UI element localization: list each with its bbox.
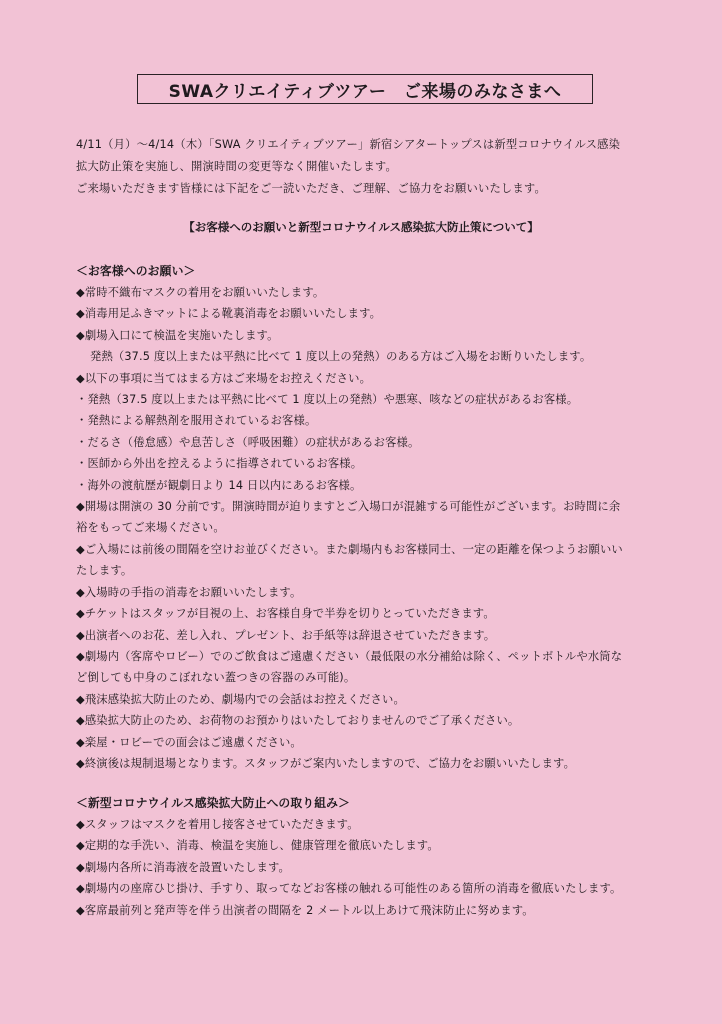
list-item: ◆劇場内（客席やロビー）でのご飲食はご遠慮ください（最低限の水分補給は除く、ペットボトルや水筒な (76, 649, 623, 663)
list-item: ◆劇場内各所に消毒液を設置いたします。 (76, 860, 290, 874)
document-title: SWAクリエイティブツアー ご来場のみなさまへ (137, 74, 593, 104)
list-item: ◆劇場入口にて検温を実施いたします。 (76, 328, 279, 342)
list-item: ◆常時不織布マスクの着用をお願いいたします。 (76, 286, 325, 299)
list-item: ◆劇場内の座席ひじ掛け、手すり、取ってなどお客様の触れる可能性のある箇所の消毒を徹底いたします。 (76, 882, 622, 896)
list-item: ◆スタッフはマスクを着用し接客させていただきます。 (76, 818, 359, 831)
list-item: ◆消毒用足ふきマットによる靴裏消毒をお願いいたします。 (76, 307, 382, 321)
list-item: 発熱（37.5 度以上または平熱に比べて 1 度以上の発熱）のある方はご入場をお断りいたします。 (90, 350, 592, 364)
measures-list (76, 814, 656, 921)
list-item: ◆終演後は規制退場となります。スタッフがご案内いたしますので、ご協力をお願いいたします。 (76, 756, 576, 770)
list-item: ・海外の渡航歴が観劇日より 14 日以内にあるお客様。 (76, 478, 362, 492)
requests-heading: ＜お客様へのお願い＞ (76, 264, 196, 278)
list-item: ◆ご入場には前後の間隔を空けお並びください。また劇場内もお客様同士、一定の距離を保つようお願いい (76, 542, 623, 556)
list-item: 裕をもってご来場ください。 (76, 521, 225, 535)
requests-list (76, 282, 656, 774)
list-item: ◆チケットはスタッフが目視の上、お客様自身で半券を切りとっていただきます。 (76, 607, 495, 621)
list-item: ・発熱による解熱剤を服用されているお客様。 (76, 414, 317, 428)
list-item: ◆感染拡大防止のため、お荷物のお預かりはいたしておりませんのでご了承ください。 (76, 714, 520, 728)
list-item: ・発熱（37.5 度以上または平熱に比べて 1 度以上の発熱）や悪寒、咳などの症状があるお客様。 (76, 393, 579, 407)
list-item: ◆以下の事項に当てはまる方はご来場をお控えください。 (76, 371, 372, 385)
intro-line: ご来場いただきます皆様には下記をご一読いただき、ご理解、ご協力をお願いいたします。 (76, 182, 547, 195)
list-item: ◆客席最前列と発声等を伴う出演者の間隔を 2 メートル以上あけて飛沫防止に努めます。 (76, 903, 534, 917)
list-item: ◆飛沫感染拡大防止のため、劇場内での会話はお控えください。 (76, 692, 405, 706)
list-item: ・だるさ（倦怠感）や息苦しさ（呼吸困難）の症状があるお客様。 (76, 435, 420, 449)
list-item: ◆定期的な手洗い、消毒、検温を実施し、健康管理を徹底いたします。 (76, 839, 439, 853)
list-item: たします。 (76, 564, 133, 578)
list-item: ◆楽屋・ロビーでの面会はご遠慮ください。 (76, 735, 302, 749)
intro-line: 拡大防止策を実施し、開演時間の変更等なく開催いたします。 (76, 160, 398, 173)
list-item: ◆出演者へのお花、差し入れ、プレゼント、お手紙等は辞退させていただきます。 (76, 628, 496, 642)
intro-line: 4/11（月）～4/14（木）「SWA クリエイティブツアー」新宿シアタートップスは新型コロナウイルス感染 (76, 138, 621, 151)
measures-section (76, 792, 656, 921)
list-item: ど倒しても中身のこぼれない蓋つきの容器のみ可能)。 (76, 671, 356, 685)
requests-section (76, 260, 656, 774)
section-subtitle: 【お客様へのお願いと新型コロナウイルス感染拡大防止策について】 (183, 220, 539, 234)
list-item: ・医師から外出を控えるように指導されているお客様。 (76, 457, 363, 471)
list-item: ◆開場は開演の 30 分前です。開演時間が迫りますとご入場口が混雑する可能性がございます。お時間に余 (76, 500, 621, 514)
list-item: ◆入場時の手指の消毒をお願いいたします。 (76, 585, 302, 599)
intro-paragraph (76, 134, 656, 200)
measures-heading: ＜新型コロナウイルス感染拡大防止への取り組み＞ (76, 796, 351, 810)
